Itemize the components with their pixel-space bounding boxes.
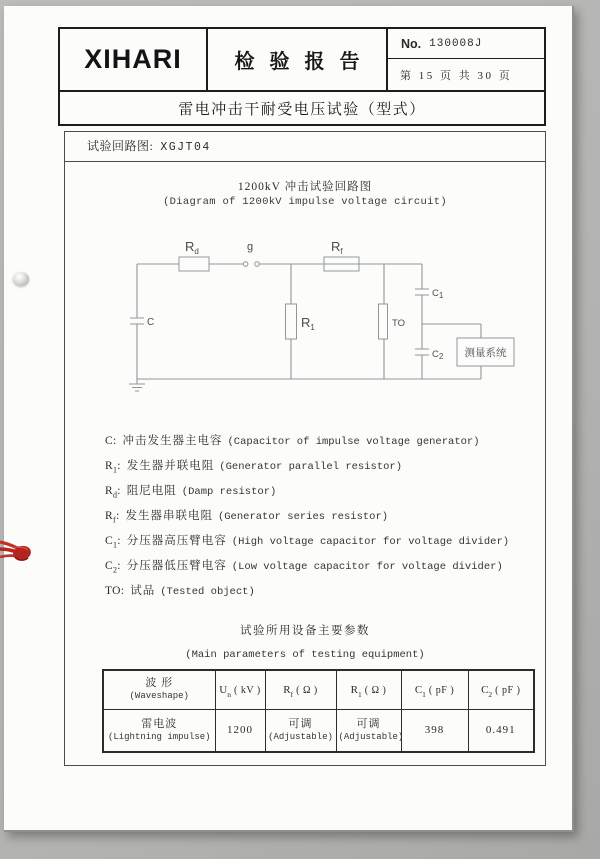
sphere-gap-icon	[243, 262, 259, 267]
equipment-parameters-table	[102, 669, 535, 753]
header-rf-ohm: $R_f$ ( Ω )	[265, 670, 336, 709]
legend-item: $R_d$: 阻尼电阻 (Damp resistor)	[105, 485, 277, 500]
cell-waveshape: 雷电波 (Lightning impulse)	[103, 709, 215, 752]
tested-object-box	[379, 304, 388, 339]
header-c2-pf: $C_2$ ( pF )	[468, 670, 534, 709]
test-circuit-id-label: 试验回路图:	[87, 139, 154, 153]
report-title: 检 验 报 告	[234, 51, 365, 73]
label-tested-object: TO	[392, 318, 406, 329]
params-heading-en: (Main parameters of testing equipment)	[185, 649, 425, 661]
test-circuit-id-value: XGJT04	[160, 141, 211, 154]
report-number-label: No.	[401, 36, 422, 51]
legend-item: $C_2$: 分压器低压臂电容 (Low voltage capacitor for voltage divider)	[105, 560, 503, 575]
impulse-circuit-diagram	[111, 236, 531, 396]
parallel-resistor-box	[286, 304, 297, 339]
component-legend	[105, 429, 509, 604]
label-main-capacitor: C	[147, 317, 155, 328]
cell-c2-value: 0.491	[468, 709, 534, 752]
header-top-row	[60, 29, 544, 92]
label-sphere-gap: g	[247, 241, 254, 253]
report-number-row	[388, 29, 544, 59]
label-measurement-system: 测量系统	[464, 347, 507, 359]
label-parallel-resistor: $R_1$	[301, 315, 315, 332]
header-c1-pf: $C_1$ ( pF )	[401, 670, 468, 709]
diagram-title-en: (Diagram of 1200kV impulse voltage circuit)	[163, 196, 447, 208]
header-r1-ohm: $R_1$ ( Ω )	[336, 670, 401, 709]
test-circuit-id-strip	[65, 132, 545, 162]
cell-rf-value: 可调 (Adjustable)	[265, 709, 336, 752]
document-title: 雷电冲击干耐受电压试验（型式）	[178, 101, 426, 118]
params-heading-zh: 试验所用设备主要参数	[240, 625, 370, 637]
ground-icon	[129, 379, 145, 391]
page-indicator: 第 15 页 共 30 页	[400, 69, 513, 82]
company-logo: XIHARI	[84, 44, 182, 74]
report-number-value: 130008J	[429, 37, 483, 50]
cell-c1-value: 398	[401, 709, 468, 752]
header-waveshape: 波 形 (Waveshape)	[103, 670, 215, 709]
logo-cell	[60, 29, 208, 90]
header-un-kv: $U_n$ ( kV )	[215, 670, 265, 709]
damp-resistor-box	[179, 257, 209, 271]
binding-hole	[13, 272, 29, 286]
report-title-cell	[208, 29, 388, 90]
legend-item: C: 冲击发生器主电容 (Capacitor of impulse voltage generator)	[105, 435, 480, 448]
cell-r1-value: 可调 (Adjustable)	[336, 709, 401, 752]
content-frame	[64, 131, 546, 766]
table-data-row	[103, 709, 534, 752]
label-divider-low-capacitor: $C_2$	[432, 349, 444, 361]
legend-item: $R_1$: 发生器并联电阻 (Generator parallel resistor)	[105, 460, 403, 475]
red-binding-string-icon	[0, 532, 36, 576]
legend-item: $R_f$: 发生器串联电阻 (Generator series resistor)	[105, 510, 389, 525]
legend-item: TO: 试品 (Tested object)	[105, 585, 255, 598]
header-right-cell	[388, 29, 544, 90]
diagram-title-zh: 1200kV 冲击试验回路图	[237, 181, 373, 193]
label-series-resistor: $R_f$	[331, 239, 343, 256]
legend-item: $C_1$: 分压器高压臂电容 (High voltage capacitor for voltage divider)	[105, 535, 510, 550]
table-header-row	[103, 670, 534, 709]
label-divider-high-capacitor: $C_1$	[432, 288, 444, 300]
label-damp-resistor: $R_d$	[185, 239, 199, 256]
cell-un-value: 1200	[215, 709, 265, 752]
report-header-table	[58, 27, 546, 126]
